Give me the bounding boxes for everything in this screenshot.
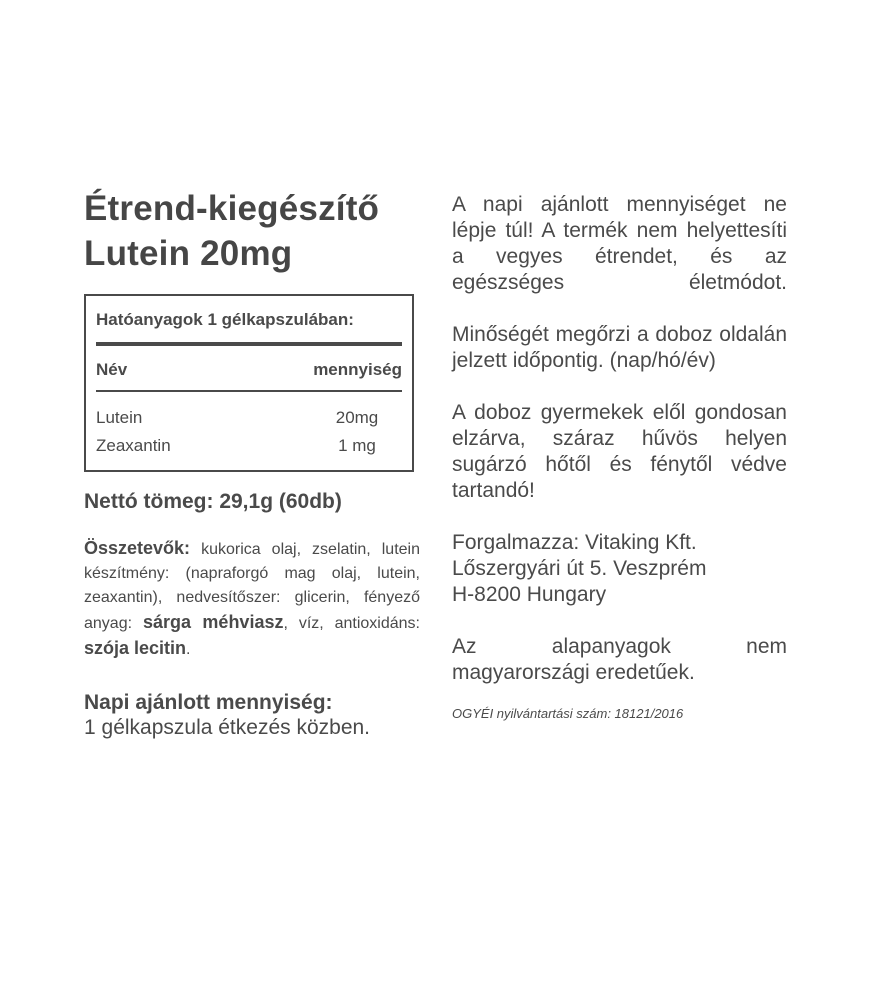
daily-dose-text: 1 gélkapszula étkezés közben. xyxy=(84,716,371,739)
net-weight: Nettó tömeg: 29,1g (60db) xyxy=(84,490,342,513)
table-row xyxy=(96,432,402,460)
title-line-2: Lutein 20mg xyxy=(84,234,293,273)
row-amount: 1 mg xyxy=(338,436,376,455)
left-column xyxy=(84,186,420,740)
daily-dose-label: Napi ajánlott mennyiség: xyxy=(84,691,333,714)
best-before-note: Minőségét megőrzi a doboz oldalán jelzett időpontig. (nap/hó/év) xyxy=(452,323,787,372)
distributor xyxy=(452,530,787,608)
dosage-warning: A napi ajánlott mennyiséget ne lépje túl! A termék nem helyettesíti a vegyes étrendet, és az egészséges életmódot. xyxy=(452,193,787,294)
product-title xyxy=(84,186,420,276)
row-name: Zeaxantin xyxy=(96,436,171,455)
column-name: Név xyxy=(96,360,128,379)
table-body xyxy=(96,392,402,460)
row-name: Lutein xyxy=(96,408,143,427)
composition-label: Összetevők: xyxy=(84,538,191,558)
composition-bold-2: szója lecitin xyxy=(84,638,187,658)
row-amount: 20mg xyxy=(335,408,379,427)
column-amount: mennyiség xyxy=(313,360,402,379)
origin-note: Az alapanyagok nem magyarországi eredetűek. xyxy=(452,635,787,684)
distributor-line-3: H-8200 Hungary xyxy=(452,583,607,606)
storage-instructions: A doboz gyermekek elől gondosan elzárva, száraz hűvös helyen sugárzó hőtől és fénytől védve tartandó! xyxy=(452,401,787,502)
composition-text-3: . xyxy=(186,641,191,658)
composition-text-1: kukorica olaj, zselatin, lutein készítmény: (napraforgó mag olaj, lutein, zeaxantin), nedvesítőszer: glicerin, fényező anyag: xyxy=(84,541,420,632)
table-column-headers xyxy=(96,346,402,392)
table-header: Hatóanyagok 1 gélkapszulában: xyxy=(96,296,402,346)
composition xyxy=(84,536,420,662)
composition-bold-1: sárga méhviasz xyxy=(142,612,284,632)
distributor-line-2: Lőszergyári út 5. Veszprém xyxy=(452,557,707,580)
right-column xyxy=(452,192,787,721)
active-ingredients-table xyxy=(84,294,414,472)
registration-number: OGYÉI nyilvántartási szám: 18121/2016 xyxy=(452,706,684,721)
composition-text-2: , víz, antioxidáns: xyxy=(283,615,420,632)
title-line-1: Étrend-kiegészítő xyxy=(84,189,380,228)
table-row xyxy=(96,404,402,432)
distributor-line-1: Forgalmazza: Vitaking Kft. xyxy=(452,531,697,554)
